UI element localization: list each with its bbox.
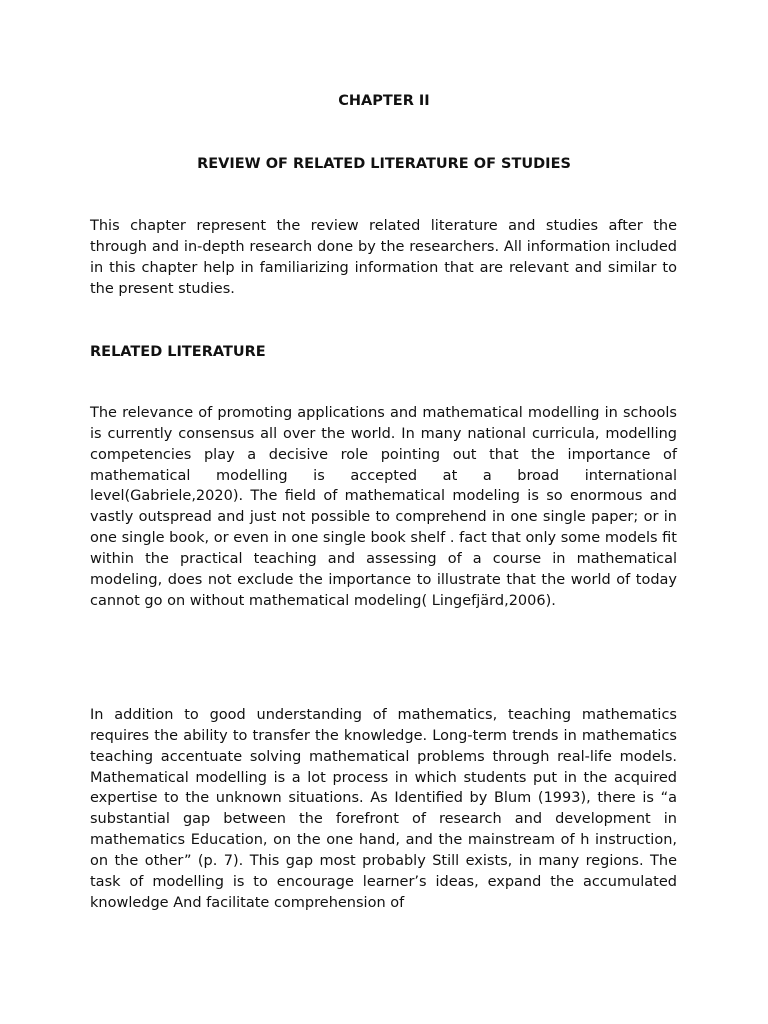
review-title: REVIEW OF RELATED LITERATURE OF STUDIES bbox=[197, 156, 571, 172]
body-paragraph-1: The relevance of promoting applications and mathematical modelling in schools is currently consensus all over the world. In many national curricula, modelling competencies play a decisive role pointing out that the importance of mathematical modelling is accepted at a broad international level(Gabriele,2020). The field of mathematical modeling is so enormous and vastly outspread and just not possible to comprehend in one single paper; or in one single book, or even in one single book shelf . fact that only some models fit within the practical teaching and assessing of a course in mathematical modeling, does not exclude the importance to illustrate that the world of today cannot go on without mathematical modeling( Lingefjärd,2006). bbox=[90, 405, 677, 609]
intro-paragraph: This chapter represent the review related literature and studies after the through and in-depth research done by the researchers. All information included in this chapter help in familiarizing information that are relevant and similar to the present studies. bbox=[90, 218, 677, 297]
section-heading-related-literature: RELATED LITERATURE bbox=[90, 344, 266, 360]
body-paragraph-2: In addition to good understanding of mathematics, teaching mathematics requires the ability to transfer the knowledge. Long-term trends in mathematics teaching accentuate solving mathematical problems through real-life models. Mathematical modelling is a lot process in which students put in the acquired expertise to the unknown situations. As Identified by Blum (1993), there is “a substantial gap between the forefront of research and development in mathematics Education, on the one hand, and the mainstream of h instruction, on the other” (p. 7). This gap most probably Still exists, in many regions. The task of modelling is to encourage learner’s ideas, expand the accumulated knowledge And facilitate comprehension of bbox=[90, 707, 677, 911]
chapter-title: CHAPTER II bbox=[338, 93, 430, 109]
